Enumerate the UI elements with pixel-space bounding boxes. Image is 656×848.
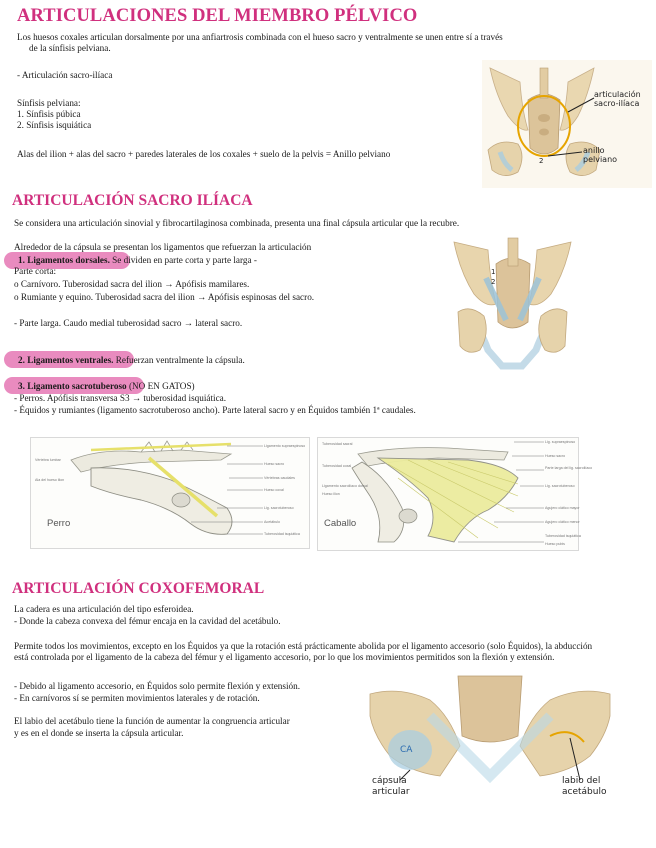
anillo-pelviano-label: anillo pelviano	[583, 146, 618, 164]
perro-label-ala-ilion: Ala del hueso ilion	[35, 478, 65, 482]
pelvis-dorsal-figure	[482, 60, 652, 188]
coxofemoral-paragraph: Permite todos los movimientos, excepto en los Équidos ya que la rotación está prácticamente abolida por el ligamento accesorio (solo Équidos), la abducción está controlada por el ligamento de la cabeza del fémur y el ligamento accesorio, por lo que los movimientos permitidos son la flexión y extensión.	[14, 641, 593, 663]
labio-acetabulo-label: labio del acetábulo	[562, 776, 607, 797]
carnivoro-line: o Carnívoro. Tuberosidad sacra del ilion → Apófisis mamilares.	[14, 279, 250, 289]
perro-label-coxal: Hueso coxal	[264, 488, 284, 492]
sinfisis-item-2: 2. Sínfisis isquiática	[17, 120, 92, 130]
perro-label: Perro	[47, 518, 71, 529]
sacroiliaca-line-2: Alrededor de la cápsula se presentan los ligamentos que refuerzan la articulación	[14, 242, 312, 252]
lig-sacrotuberoso-label: 3. Ligamento sacrotuberoso	[18, 381, 127, 391]
intro-line-1: Los huesos coxales articulan dorsalmente por una anfiartrosis combinada con el hueso sacro y ventralmente se unen entre sí a través	[17, 32, 503, 42]
lig-dorsales-label: 1. Ligamentos dorsales.	[18, 255, 110, 265]
caballo-label-sacro: Hueso sacro	[545, 454, 566, 458]
equidos-line: - Équidos y rumiantes (ligamento sacrotuberoso ancho). Parte lateral sacro y en Équidos también 1ª caudales.	[14, 405, 416, 415]
pelvis-ventral-figure	[450, 238, 575, 368]
caballo-label-tuberosidad-sacral: Tuberosidad sacral	[322, 442, 353, 446]
caballo-label-pubis: Hueso pubis	[545, 542, 565, 546]
perros-line: - Perros. Apófisis transversa S3 → tuberosidad isquiática.	[14, 393, 227, 403]
caballo-label-sacroiliaco-dorsal: Ligamento sacroilíaco dorsal	[322, 484, 368, 488]
hip-joint-illustration	[370, 676, 610, 786]
coxofemoral-line-1: La cadera es una articulación del tipo esferoidea.	[14, 604, 194, 614]
svg-text:2: 2	[491, 278, 496, 286]
perro-label-sacrotuberoso: Lig. sacrotuberoso	[264, 506, 294, 510]
page-title: ARTICULACIONES DEL MIEMBRO PÉLVICO	[17, 6, 418, 26]
caballo-label-tuberosidad-isquiatica: Tuberosidad isquiática	[545, 534, 581, 538]
perro-label-vertebra-lumbar: Vértebra lumbar	[35, 458, 61, 462]
perro-label-sacro: Hueso sacro	[264, 462, 285, 466]
articulacion-sacroiliaca-label: articulación sacro-ilíaca	[594, 90, 641, 108]
lig-sacrotuberoso-row	[18, 381, 195, 392]
caballo-pelvis-illustration	[318, 438, 578, 550]
intro-line-2: de la sínfisis pelviana.	[29, 43, 111, 53]
labrum-line-2: y es en el donde se inserta la cápsula articular.	[14, 728, 184, 738]
pelvis-ventral-illustration	[450, 238, 575, 368]
lig-ventrales-label: 2. Ligamentos ventrales.	[18, 355, 114, 365]
coxofemoral-line-2: - Donde la cabeza convexa del fémur encaja en la cavidad del acetábulo.	[14, 616, 281, 626]
sinfisis-item-1: 1. Sínfisis púbica	[17, 109, 81, 119]
perro-label-tuberosidad: Tuberosidad isquiática	[264, 532, 300, 536]
svg-text:2: 2	[539, 157, 544, 165]
caballo-label-ciatico-mayor: Agujero ciático mayor	[545, 506, 580, 510]
sinfisis-heading: Sínfisis pelviana:	[17, 98, 81, 108]
rumiante-line: o Rumiante y equino. Tuberosidad sacra del ilion → Apófisis espinosas del sacro.	[14, 292, 315, 302]
caballo-label-tuberosidad-coxal: Tuberosidad coxal	[322, 464, 352, 468]
item-sacroiliaca: - Articulación sacro-ilíaca	[17, 70, 113, 80]
parte-corta-heading: Parte corta:	[14, 266, 57, 276]
sacroiliaca-line-1: Se considera una articulación sinovial y fibrocartilaginosa combinada, presenta una final cápsula articular que la recubre.	[14, 218, 460, 228]
caballo-label-supraespinoso: Lig. supraespinoso	[545, 440, 576, 444]
svg-text:1: 1	[491, 268, 496, 276]
lig-dorsales-row	[18, 255, 257, 266]
lig-dorsales-text: Se dividen en parte corta y parte larga -	[112, 255, 257, 265]
caballo-pelvis-figure	[317, 437, 593, 551]
section-sacroiliaca-title: ARTICULACIÓN SACRO ILÍACA	[12, 192, 253, 209]
pelvis-dorsal-illustration	[482, 60, 652, 188]
hip-joint-figure	[370, 676, 610, 824]
caballo-label-parte-larga: Parte larga del lig. sacroilíaco	[545, 466, 593, 470]
coxofemoral-bullet-2: - En carnívoros sí se permiten movimientos laterales y de rotación.	[14, 693, 260, 703]
perro-label-caudales: Vértebras caudales	[264, 476, 295, 480]
perro-pelvis-figure	[30, 437, 310, 549]
caballo-label-sacrotuberoso: Lig. sacrotuberoso	[545, 484, 575, 488]
perro-label-supraespinoso: Ligamento supraespinoso	[264, 444, 306, 448]
section-coxofemoral-title: ARTICULACIÓN COXOFEMORAL	[12, 580, 265, 597]
lig-sacrotuberoso-text: (NO EN GATOS)	[128, 381, 195, 391]
labrum-line-1: El labio del acetábulo tiene la función de aumentar la congruencia articular	[14, 716, 290, 726]
perro-label-acetabulo: Acetábulo	[264, 520, 280, 524]
lig-ventrales-text: Refuerzan ventralmente la cápsula.	[115, 355, 245, 365]
ca-label: CA	[400, 745, 413, 755]
anillo-pelviano-text: Alas del ilion + alas del sacro + paredes laterales de los coxales + suelo de la pelvis = Anillo pelviano	[17, 149, 391, 159]
caballo-label: Caballo	[324, 518, 357, 529]
caballo-label-ilion: Hueso ilion	[322, 492, 340, 496]
caballo-label-ciatico-menor: Agujero ciático menor	[545, 520, 580, 524]
coxofemoral-bullet-1: - Debido al ligamento accesorio, en Équidos solo permite flexión y extensión.	[14, 681, 301, 691]
capsula-articular-label: cápsula articular	[372, 776, 410, 797]
lig-ventrales-row	[18, 355, 245, 366]
parte-larga-line: - Parte larga. Caudo medial tuberosidad sacro → lateral sacro.	[14, 318, 243, 328]
